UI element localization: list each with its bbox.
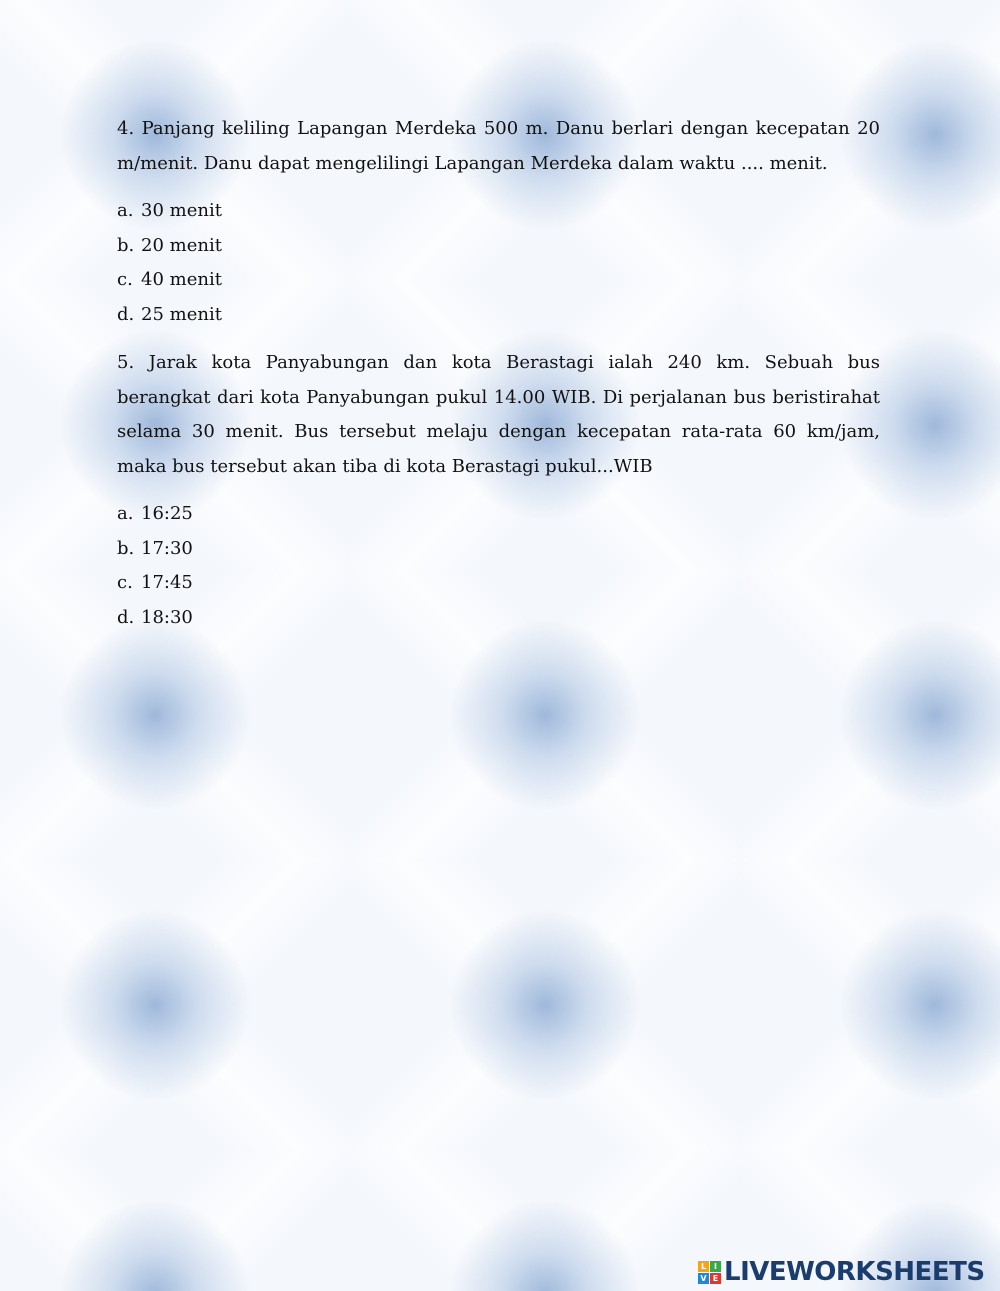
option-text: 30 menit — [141, 200, 222, 221]
option-letter: a. — [117, 503, 134, 524]
option-text: 40 menit — [141, 269, 222, 290]
logo-block: E — [710, 1273, 721, 1284]
option-d[interactable] — [117, 298, 880, 333]
logo-block: V — [698, 1273, 709, 1284]
option-letter: c. — [117, 269, 133, 290]
option-d[interactable] — [117, 601, 880, 636]
option-text: 25 menit — [141, 303, 222, 325]
option-letter: d. — [117, 606, 135, 628]
option-letter: d. — [117, 303, 135, 325]
option-c[interactable] — [117, 263, 880, 298]
option-text: 17:45 — [141, 572, 193, 593]
option-text: 18:30 — [141, 606, 193, 628]
option-b[interactable] — [117, 532, 880, 567]
option-letter: b. — [117, 537, 135, 559]
question-4 — [117, 112, 880, 332]
option-text: 20 menit — [141, 234, 222, 256]
option-a[interactable] — [117, 497, 880, 532]
liveworksheets-logo[interactable] — [698, 1257, 985, 1287]
option-text: 17:30 — [141, 537, 193, 559]
option-letter: b. — [117, 234, 135, 256]
option-a[interactable] — [117, 194, 880, 229]
option-letter: c. — [117, 572, 133, 593]
option-c[interactable] — [117, 566, 880, 601]
question-text: 5. Jarak kota Panyabungan dan kota Berastagi ialah 240 km. Sebuah bus berangkat dari kota Panyabungan pukul 14.00 WIB. Di perjalanan bus beristirahat selama 30 menit. Bus tersebut melaju dengan kecepatan rata-rata 60 km/jam, maka bus tersebut akan tiba di kota Berastagi pukul...WIB — [117, 352, 880, 477]
option-b[interactable] — [117, 229, 880, 264]
logo-block: L — [698, 1261, 709, 1272]
logo-block: I — [710, 1261, 721, 1272]
logo-icon — [698, 1261, 721, 1284]
option-text: 16:25 — [141, 503, 193, 524]
answer-options — [117, 497, 880, 635]
option-letter: a. — [117, 200, 134, 221]
question-5 — [117, 346, 880, 635]
logo-text: LIVEWORKSHEETS — [724, 1257, 985, 1287]
question-text: 4. Panjang keliling Lapangan Merdeka 500 m. Danu berlari dengan kecepatan 20 m/menit. Danu dapat mengelilingi Lapangan Merdeka dalam waktu .... menit. — [117, 118, 880, 174]
worksheet-page — [117, 112, 880, 649]
answer-options — [117, 194, 880, 332]
